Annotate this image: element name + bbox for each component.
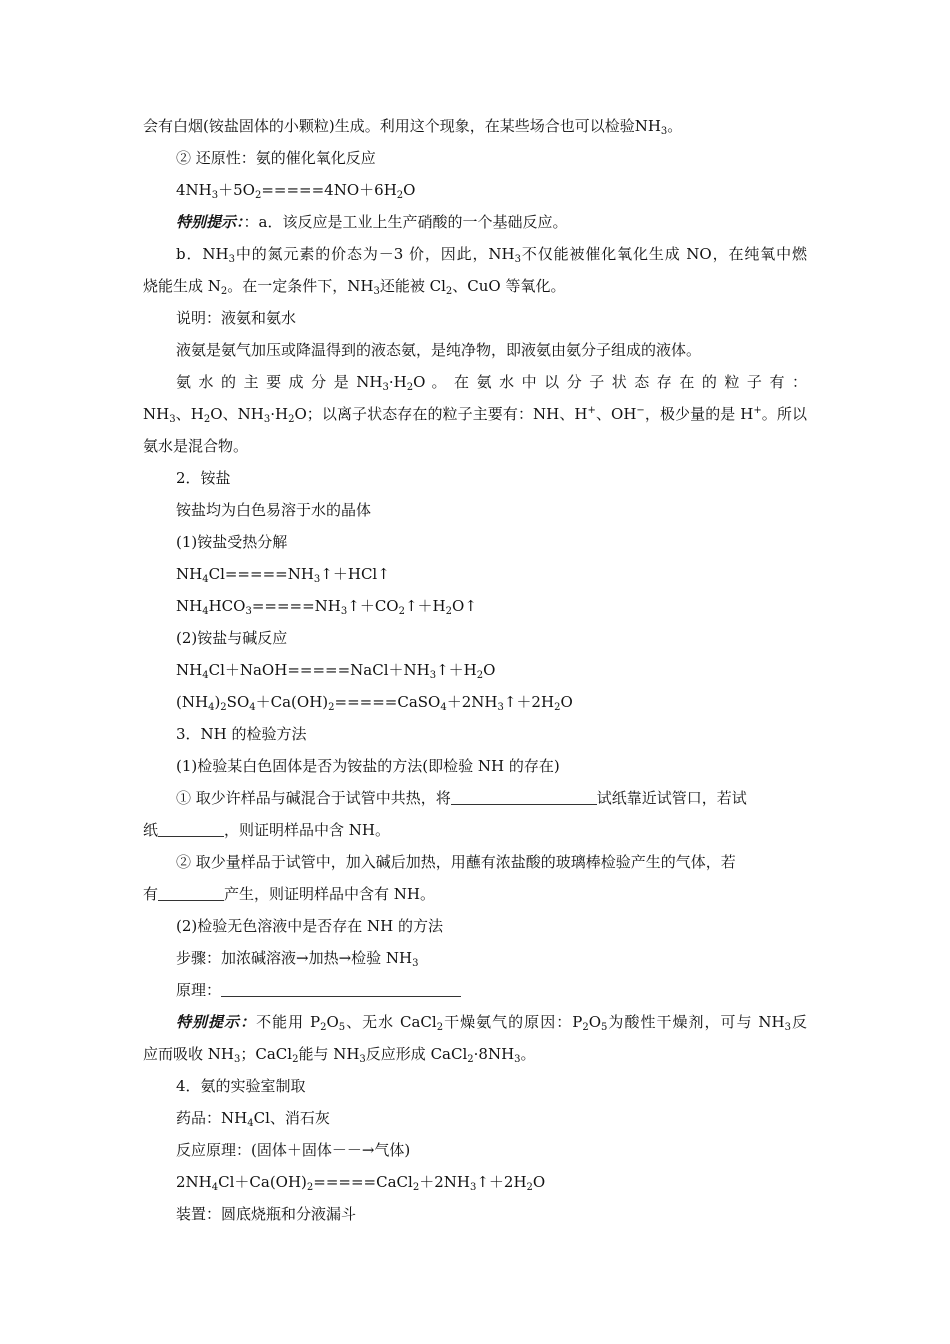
ammonia-water-line2: $NH_3$、$H_2O$、$NH_3\cdot H_2O$；以离子状态存在的粒子主要有：NH、H+、OH−，极少量的是 H+。所以 xyxy=(143,405,807,425)
fill-blank xyxy=(158,885,224,901)
special-note-2-line1: 特别提示：不能用 $P_2O_5$、无水 CaCl$_2$干燥氨气的原因：$P_2O_5$为酸性干燥剂，可与 $NH_3$反 xyxy=(176,1013,807,1033)
test-step-2-line1: ② 取少量样品于试管中，加入碱后加热，用蘸有浓盐酸的玻璃棒检验产生的气体，若 xyxy=(176,853,736,871)
explanation-heading: 说明：液氨和氨水 xyxy=(176,309,297,327)
ammonium-salt-text: 铵盐均为白色易溶于水的晶体 xyxy=(176,501,372,519)
steps-line: 步骤：加浓碱溶液→加热→检验 $NH_3$ xyxy=(176,949,419,969)
ammonia-water-line1: 氨 水 的 主 要 成 分 是 $NH_3\cdot H_2O$ 。 在 氨 水 中 以 分 子 状 态 存 在 的 粒 子 有 ： xyxy=(176,373,807,393)
equation-catalytic-oxidation: $4NH_3+5O_2=====4NO+6H_2O$ xyxy=(176,181,416,201)
note-b-line2: 烧能生成 $N_2$。在一定条件下，$NH_3$还能被 $Cl_2$、CuO 等氧化。 xyxy=(143,277,566,297)
equation-nh4hco3-decomp: $NH_4HCO_3=====NH_3↑+CO_2↑+H_2O↑$ xyxy=(176,597,477,617)
equation-sulfate-caoh: $(NH_4)_2SO_4+Ca(OH)_2=====CaSO_4+2NH_3↑+2H_2O$ xyxy=(176,693,573,713)
subsection-2-heading: (2)铵盐与碱反应 xyxy=(176,629,288,647)
test-method-1-heading: (1)检验某白色固体是否为铵盐的方法(即检验 NH 的存在) xyxy=(176,757,560,775)
liquid-ammonia-text: 液氨是氨气加压或降温得到的液态氨，是纯净物，即液氨由氨分子组成的液体。 xyxy=(176,341,702,359)
special-note-label: 特别提示： xyxy=(176,1013,257,1031)
fill-blank xyxy=(221,981,461,997)
fill-blank xyxy=(451,789,597,805)
reagents-line: 药品：$NH_4Cl$、消石灰 xyxy=(176,1109,330,1129)
ammonia-water-line3: 氨水是混合物。 xyxy=(143,437,249,455)
test-step-1-line2: 纸 ，则证明样品中含 NH。 xyxy=(143,821,390,839)
test-method-2-heading: (2)检验无色溶液中是否存在 NH 的方法 xyxy=(176,917,443,935)
special-note-1: 特别提示：：a．该反应是工业上生产硝酸的一个基础反应。 xyxy=(176,213,568,231)
test-step-1-line1: ① 取少许样品与碱混合于试管中共热，将 试纸靠近试管口，若试 xyxy=(176,789,747,807)
fill-blank xyxy=(158,821,224,837)
special-note-2-line2: 应而吸收 $NH_3$；CaCl$_2$能与 $NH_3$反应形成 $CaCl_2\cdot 8NH_3$。 xyxy=(143,1045,536,1065)
paragraph-white-smoke: 会有白烟(铵盐固体的小颗粒)生成。利用这个现象，在某些场合也可以检验$NH_3$。 xyxy=(143,117,683,137)
section-4-heading: 4．氨的实验室制取 xyxy=(176,1077,306,1095)
section-2-heading: 2．铵盐 xyxy=(176,469,231,487)
equation-nh4cl-naoh: $NH_4Cl+NaOH=====NaCl+NH_3↑+H_2O$ xyxy=(176,661,496,681)
principle-line: 原理： xyxy=(176,980,461,1000)
special-note-label: 特别提示： xyxy=(176,213,244,231)
reducibility-heading: ② 还原性：氨的催化氧化反应 xyxy=(176,149,376,167)
apparatus-line: 装置：圆底烧瓶和分液漏斗 xyxy=(176,1205,357,1223)
test-step-2-line2: 有 产生，则证明样品中含有 NH。 xyxy=(143,885,435,903)
note-b-line1: b．$NH_3$中的氮元素的价态为－3 价，因此，$NH_3$不仅能被催化氧化生成 NO，在纯氧中燃 xyxy=(176,245,807,265)
equation-nh4cl-decomp: $NH_4Cl=====NH_3↑+HCl↑$ xyxy=(176,565,390,585)
subsection-1-heading: (1)铵盐受热分解 xyxy=(176,533,288,551)
equation-lab-prep: $2NH_4Cl+Ca(OH)_2=====CaCl_2+2NH_3↑+2H_2O$ xyxy=(176,1173,546,1193)
reaction-principle-line: 反应原理：(固体＋固体－－→气体) xyxy=(176,1141,411,1159)
section-3-heading: 3．NH 的检验方法 xyxy=(176,725,307,743)
